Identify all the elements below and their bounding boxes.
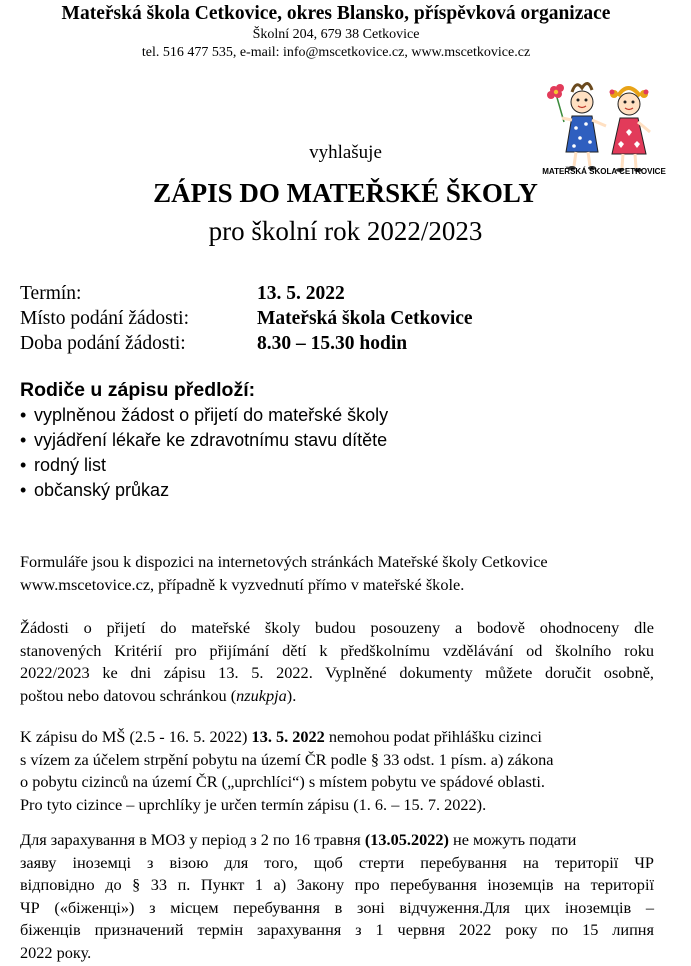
info-label-date: Termín:: [20, 283, 82, 304]
page-title: ZÁPIS DO MATEŘSKÉ ŠKOLY: [153, 178, 538, 208]
info-value-hours: 8.30 – 15.30 hodin: [257, 333, 408, 354]
list-item: • občanský průkaz: [20, 478, 388, 503]
school-contact: tel. 516 477 535, e-mail: info@mscetkovice.cz, www.mscetkovice.cz: [141, 45, 531, 60]
school-address: Školní 204, 679 38 Cetkovice: [252, 27, 420, 42]
requirements-heading: Rodiče u zápisu předloží:: [20, 379, 256, 401]
bullet-icon: •: [20, 405, 27, 425]
bullet-icon: •: [20, 455, 27, 475]
logo-caption: MATEŘSKÁ ŠKOLA CETKOVICE: [542, 167, 666, 176]
bullet-icon: •: [20, 480, 27, 500]
page-subtitle: pro školní rok 2022/2023: [208, 216, 483, 246]
list-item: • rodný list: [20, 453, 388, 478]
info-label-hours: Doba podání žádosti:: [20, 333, 186, 354]
info-value-place: Mateřská škola Cetkovice: [257, 308, 473, 329]
flower-icon: [547, 84, 564, 122]
forms-paragraph: Formuláře jsou k dispozici na internetových stránkách Mateřské školy Cetkovice www.mscetovice.cz, případně k vyzvednutí přímo v mateřské škole.: [20, 552, 548, 594]
info-label-place: Místo podání žádosti:: [20, 308, 189, 329]
applications-paragraph: Žádosti o přijetí do mateřské školy budou posouzeny a bodově ohodnoceny dle stanovených Kritérií pro přijímání dětí k předškolnímu vzdělávání od školního roku 2022/2023 ke dni zápisu 13. 5. 2022. Vyplněné dokumenty můžete doručit osobně, poštou nebo datovou schránkou (nzukpja).: [20, 618, 654, 705]
foreigners-cz-paragraph: K zápisu do MŠ (2.5 - 16. 5. 2022) 13. 5. 2022 nemohou podat přihlášku cizinci s vízem za účelem strpění pobytu na území ČR podle § 33 odst. 1 písm. a) zákona o pobytu cizinců na území ČR („uprchlíci“) s místem pobytu ve spádové oblasti. Pro tyto cizince – uprchlíky je určen termín zápisu (1. 6. – 15. 7. 2022).: [20, 727, 554, 814]
bullet-icon: •: [20, 430, 27, 450]
school-name-heading: Mateřská škola Cetkovice, okres Blansko, příspěvková organizace: [61, 3, 611, 24]
list-item: • vyplněnou žádost o přijetí do mateřské školy: [20, 403, 388, 428]
foreigners-ua-paragraph: Для зарахування в МОЗ у період з 2 по 16 травня (13.05.2022) не можуть подати заяву іноземці з візою для того, щоб стерти перебування на території ЧР відповідно до § 33 п. Пункт 1 а) Закону про перебування іноземців на території ЧР («біженці») з місцем перебування в зоні відчуження.Для цих іноземців – біженців призначений термін зарахування з 1 червня 2022 року по 15 липня 2022 року.: [20, 830, 654, 962]
requirements-list: [20, 403, 388, 503]
announcement-verb: vyhlašuje: [309, 142, 382, 163]
list-item: • vyjádření lékaře ke zdravotnímu stavu dítěte: [20, 428, 388, 453]
info-value-date: 13. 5. 2022: [257, 283, 345, 304]
